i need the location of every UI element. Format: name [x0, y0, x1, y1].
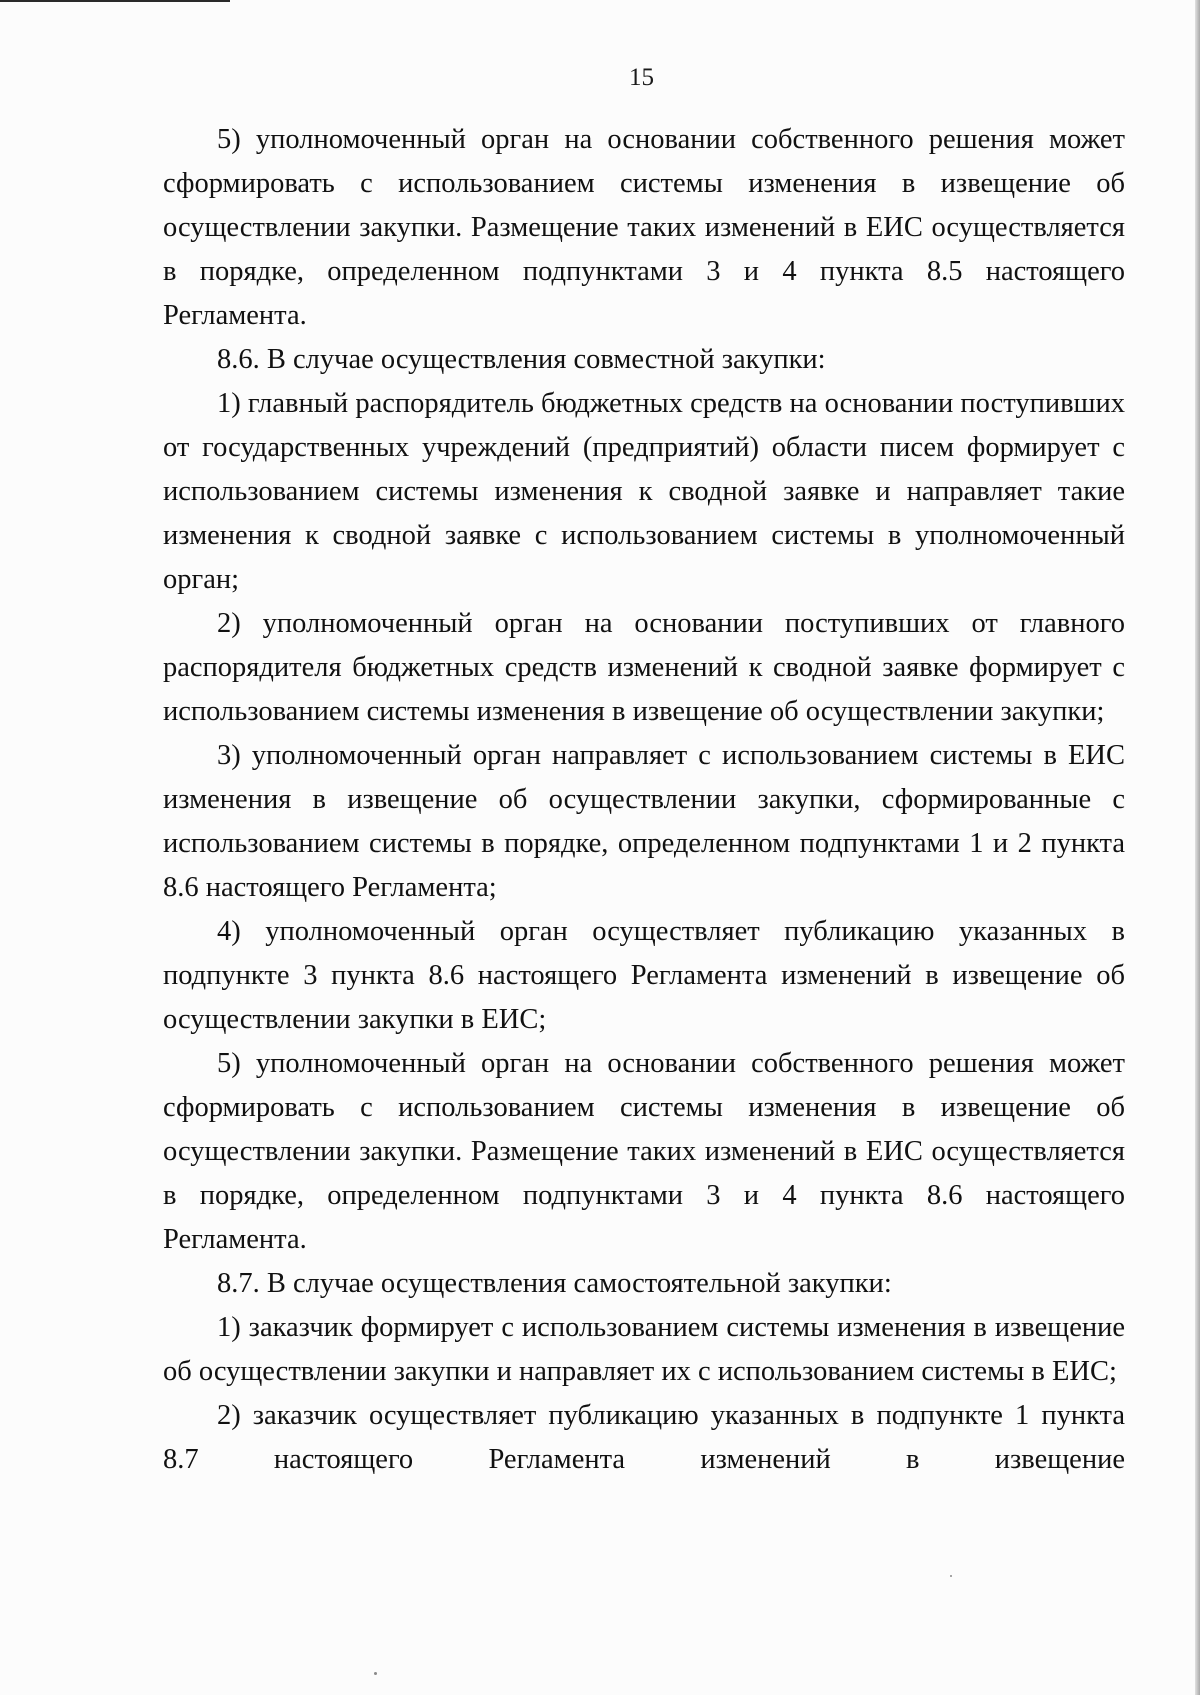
document-body [163, 118, 1125, 1482]
paragraph-8-6-item-5: 5) уполномоченный орган на основании собственного решения может сформировать с использованием системы изменения в извещение об осуществлении закупки. Размещение таких изменений в ЕИС осуществляется в порядке, определенном подпунктами 3 и 4 пункта 8.6 настоящего Регламента. [163, 1048, 1125, 1255]
paragraph-8-6-item-2: 2) уполномоченный орган на основании поступивших от главного распорядителя бюджетных средств изменений к сводной заявке формирует с использованием системы изменения в извещение об осуществлении закупки; [163, 608, 1125, 727]
paragraph-8-7-heading: 8.7. В случае осуществления самостоятельной закупки: [217, 1268, 892, 1299]
paragraph-8-6-item-4: 4) уполномоченный орган осуществляет публикацию указанных в подпункте 3 пункта 8.6 настоящего Регламента изменений в извещение об осуществлении закупки в ЕИС; [163, 916, 1125, 1035]
scan-speck [950, 1575, 952, 1577]
paragraph-8-5-item-5: 5) уполномоченный орган на основании собственного решения может сформировать с использованием системы изменения в извещение об осуществлении закупки. Размещение таких изменений в ЕИС осуществляется в порядке, определенном подпунктами 3 и 4 пункта 8.5 настоящего Регламента. [163, 124, 1125, 331]
paragraph-8-6-heading: 8.6. В случае осуществления совместной закупки: [217, 344, 826, 375]
paragraph-8-6-item-1: 1) главный распорядитель бюджетных средств на основании поступивших от государственных учреждений (предприятий) области писем формирует с использованием системы изменения к сводной заявке и направляет такие изменения к сводной заявке с использованием системы в уполномоченный орган; [163, 388, 1125, 595]
paragraph-8-7-item-1: 1) заказчик формирует с использованием системы изменения в извещение об осуществлении закупки и направляет их с использованием системы в ЕИС; [163, 1312, 1125, 1387]
scan-speck [374, 1672, 377, 1675]
page-number: 15 [629, 64, 654, 91]
page-edge-shadow [1195, 0, 1200, 1695]
paragraph-8-6-item-3: 3) уполномоченный орган направляет с использованием системы в ЕИС изменения в извещение об осуществлении закупки, сформированные с использованием системы в порядке, определенном подпунктами 1 и 2 пункта 8.6 настоящего Регламента; [163, 740, 1125, 903]
scan-edge-mark [0, 0, 230, 2]
paragraph-8-7-item-2: 2) заказчик осуществляет публикацию указанных в подпункте 1 пункта 8.7 настоящего Регламента изменений в извещение [163, 1400, 1125, 1475]
